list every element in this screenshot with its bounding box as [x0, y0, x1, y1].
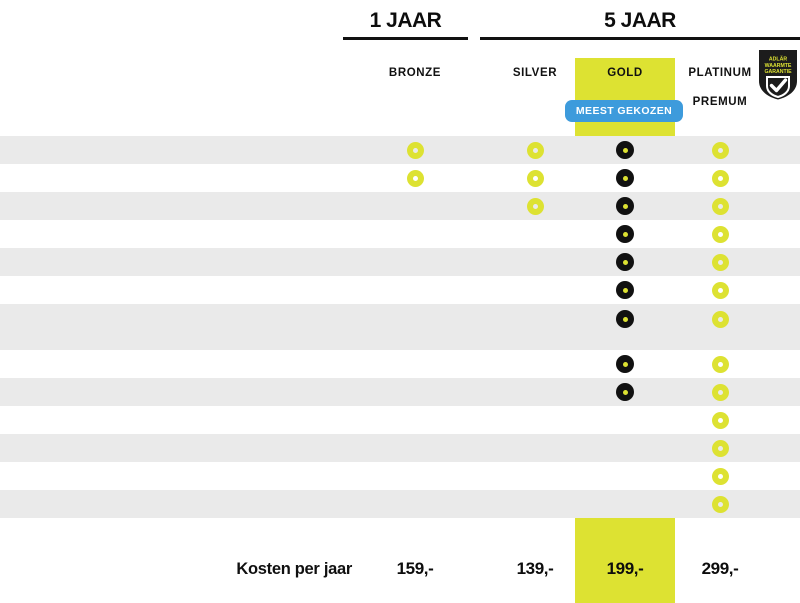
table-row: [0, 378, 800, 406]
table-row: [0, 304, 800, 350]
feature-included-dot: [616, 225, 634, 243]
table-row: [0, 490, 800, 518]
warranty-badge: [757, 48, 799, 101]
table-row: [0, 136, 800, 164]
price-bronze: 159,-: [396, 559, 434, 578]
feature-included-dot: [712, 496, 729, 513]
svg-text:WAARMTE: WAARMTE: [764, 62, 792, 69]
price-platinum: 299,-: [701, 559, 739, 578]
feature-included-dot: [712, 384, 729, 401]
table-row: [0, 276, 800, 304]
price-row: [0, 552, 800, 586]
feature-included-dot: [712, 282, 729, 299]
feature-included-dot: [616, 141, 634, 159]
tier-sublabel: PREMUM: [692, 96, 748, 108]
tier-label: PLATINUM: [688, 67, 752, 79]
table-row: [0, 350, 800, 378]
period-heading: [343, 8, 468, 40]
table-row: [0, 434, 800, 462]
table-row: [0, 164, 800, 192]
table-row: [0, 192, 800, 220]
feature-included-dot: [616, 169, 634, 187]
feature-included-dot: [616, 253, 634, 271]
price-row-label: Kosten per jaar: [236, 560, 352, 578]
feature-included-dot: [527, 198, 544, 215]
feature-included-dot: [407, 170, 424, 187]
most-chosen-ribbon: [565, 100, 683, 122]
period-label: 5 JAAR: [604, 9, 676, 32]
feature-included-dot: [616, 310, 634, 328]
feature-included-dot: [527, 142, 544, 159]
price-gold: 199,-: [606, 559, 644, 578]
tier-label: SILVER: [512, 67, 558, 79]
table-row: [0, 406, 800, 434]
table-row: [0, 462, 800, 490]
svg-text:GARANTIE: GARANTIE: [764, 69, 792, 76]
feature-included-dot: [407, 142, 424, 159]
price-silver: 139,-: [516, 559, 554, 578]
feature-included-dot: [712, 468, 729, 485]
period-rule: [343, 37, 468, 40]
feature-included-dot: [712, 440, 729, 457]
feature-included-dot: [616, 281, 634, 299]
table-row: [0, 220, 800, 248]
feature-included-dot: [616, 383, 634, 401]
feature-included-dot: [712, 254, 729, 271]
feature-included-dot: [616, 197, 634, 215]
tier-label: GOLD: [607, 67, 643, 79]
most-chosen-label: MEEST GEKOZEN: [575, 105, 673, 117]
feature-included-dot: [712, 226, 729, 243]
feature-included-dot: [712, 198, 729, 215]
svg-text:ADLÄR: ADLÄR: [768, 56, 788, 63]
feature-included-dot: [527, 170, 544, 187]
feature-included-dot: [712, 170, 729, 187]
feature-included-dot: [712, 356, 729, 373]
period-label: 1 JAAR: [369, 9, 442, 32]
tier-heading-bronze[interactable]: [355, 66, 475, 80]
feature-included-dot: [616, 355, 634, 373]
tier-label: BRONZE: [388, 67, 442, 79]
feature-included-dot: [712, 412, 729, 429]
table-row: [0, 248, 800, 276]
feature-included-dot: [712, 311, 729, 328]
period-heading: [480, 8, 800, 40]
period-rule: [480, 37, 800, 40]
feature-included-dot: [712, 142, 729, 159]
